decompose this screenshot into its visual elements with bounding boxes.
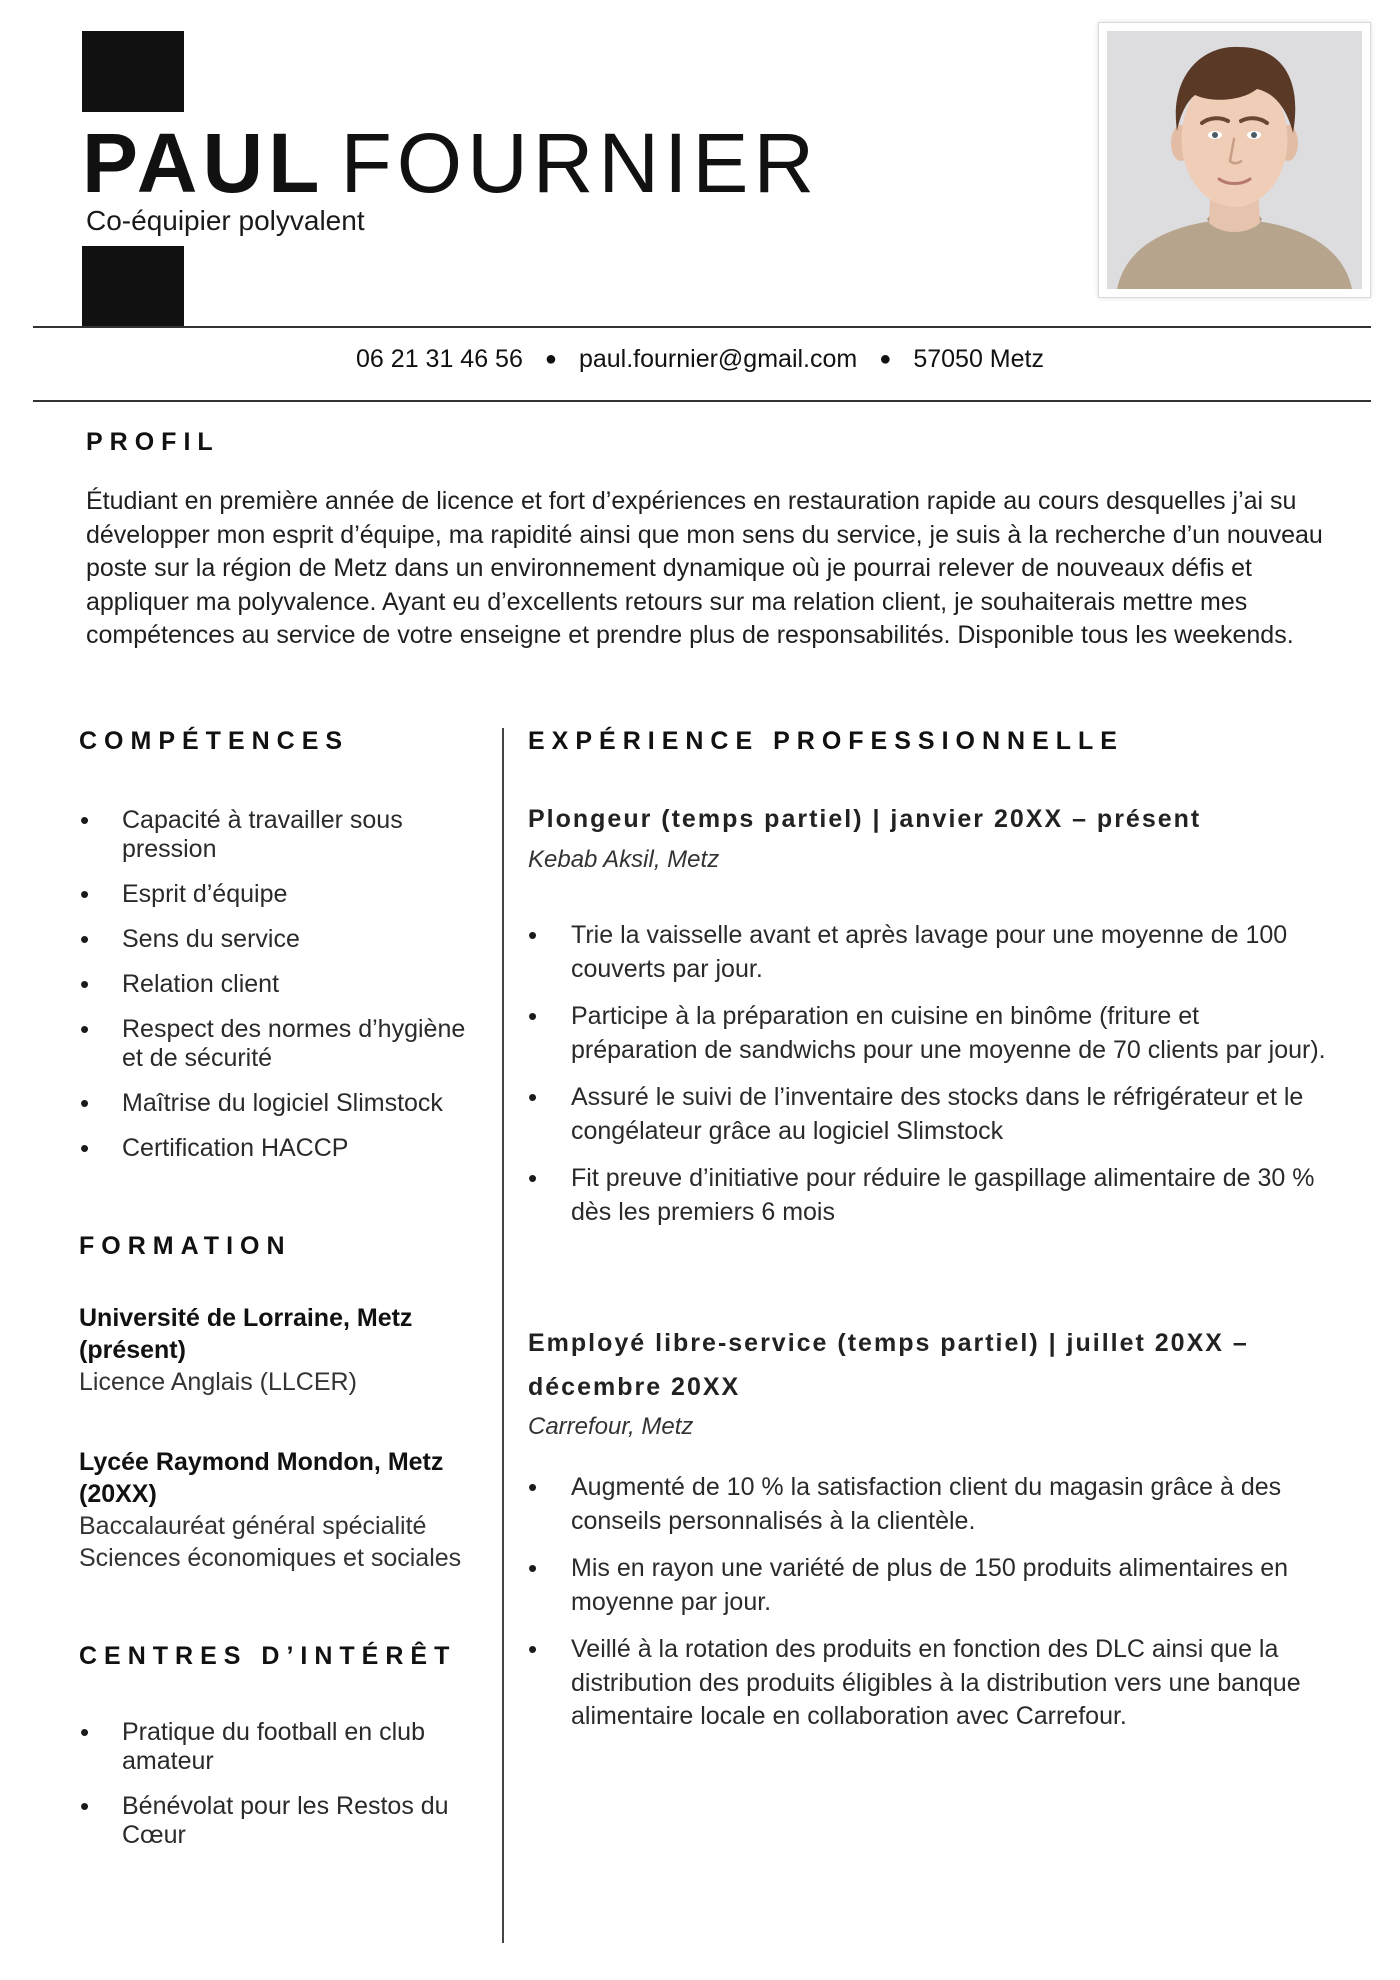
education-school: Université de Lorraine, Metz (présent) (79, 1304, 413, 1364)
portrait-illustration (1107, 31, 1362, 289)
job-bullets (528, 919, 1328, 1243)
bullet-separator-icon: ● (544, 348, 557, 370)
profile-heading: PROFIL (86, 428, 220, 456)
job-title: Co-équipier polyvalent (86, 205, 365, 236)
interests-list (80, 1718, 480, 1866)
list-item: • Veillé à la rotation des produits en fonction des DLC ainsi que la distribution des produits éligibles à la distribution vers une banque alimentaire locale en collaboration avec Carrefour. (528, 1633, 1328, 1734)
job-heading: Plongeur (temps partiel) | janvier 20XX – présent (528, 805, 1202, 833)
education-heading: FORMATION (79, 1232, 292, 1260)
profile-summary: Étudiant en première année de licence et fort d’expériences en restauration rapide au cours desquelles j’ai su développer mon esprit d’équipe, ma rapidité ainsi que mon sens du service, je suis à la recherche d’un nouveau poste sur la région de Metz dans un environnement dynamique où je pourrai relever de nouveaux défis et appliquer ma polyvalence. Ayant eu d’excellents retours sur ma relation client, je souhaiterais mettre mes compétences au service de votre enseigne et prendre plus de responsabilités. Disponible tous les weekends. (86, 487, 1323, 649)
header-rule-bottom (33, 400, 1371, 402)
education-degree: Licence Anglais (LLCER) (79, 1368, 357, 1396)
profile-photo (1107, 31, 1362, 289)
contact-location: 57050 Metz (913, 345, 1044, 373)
job-bullets (528, 1471, 1328, 1748)
list-item: • Respect des normes d’hygiène et de sécurité (80, 1015, 480, 1073)
list-item: • Maîtrise du logiciel Slimstock (80, 1089, 480, 1118)
list-item: • Augmenté de 10 % la satisfaction client du magasin grâce à des conseils personnalisés à la clientèle. (528, 1471, 1328, 1538)
first-name: PAUL (82, 116, 325, 210)
list-item: • Pratique du football en club amateur (80, 1718, 480, 1776)
list-item: • Sens du service (80, 925, 480, 954)
list-item: • Esprit d’équipe (80, 880, 480, 909)
candidate-name (82, 115, 819, 211)
list-item: • Capacité à travailler sous pression (80, 806, 480, 864)
last-name: FOURNIER (340, 116, 820, 210)
column-divider (502, 728, 504, 1943)
header-rule-top (33, 326, 1371, 328)
education-school: Lycée Raymond Mondon, Metz (20XX) (79, 1448, 444, 1508)
list-item: • Certification HACCP (80, 1134, 480, 1163)
education-degree: Baccalauréat général spécialité Sciences économiques et sociales (79, 1512, 462, 1572)
education-entry (79, 1302, 499, 1398)
job-company: Carrefour, Metz (528, 1413, 694, 1440)
list-item: • Assuré le suivi de l’inventaire des stocks dans le réfrigérateur et le congélateur grâce au logiciel Slimstock (528, 1081, 1328, 1148)
list-item: • Trie la vaisselle avant et après lavage pour une moyenne de 100 couverts par jour. (528, 919, 1328, 986)
profile-photo-frame (1098, 22, 1371, 298)
list-item: • Mis en rayon une variété de plus de 150 produits alimentaires en moyenne par jour. (528, 1552, 1328, 1619)
decorative-square-top (82, 31, 184, 112)
list-item: • Participe à la préparation en cuisine en binôme (friture et préparation de sandwichs pour une moyenne de 70 clients par jour). (528, 1000, 1328, 1067)
interests-heading: CENTRES D’INTÉRÊT (79, 1642, 457, 1670)
list-item: • Relation client (80, 970, 480, 999)
contact-phone: 06 21 31 46 56 (356, 345, 523, 373)
education-entry (79, 1446, 499, 1574)
bullet-separator-icon: ● (879, 348, 892, 370)
decorative-square-bottom (82, 246, 184, 327)
list-item: • Fit preuve d’initiative pour réduire le gaspillage alimentaire de 30 % dès les premiers 6 mois (528, 1162, 1328, 1229)
contact-bar (0, 345, 1400, 374)
skills-heading: COMPÉTENCES (79, 727, 350, 755)
job-company: Kebab Aksil, Metz (528, 846, 720, 873)
job-heading: Employé libre-service (temps partiel) | juillet 20XX – décembre 20XX (528, 1329, 1249, 1401)
list-item: • Bénévolat pour les Restos du Cœur (80, 1792, 480, 1850)
skills-list (80, 806, 480, 1179)
contact-email: paul.fournier@gmail.com (578, 345, 858, 373)
experience-heading: EXPÉRIENCE PROFESSIONNELLE (528, 727, 1124, 755)
